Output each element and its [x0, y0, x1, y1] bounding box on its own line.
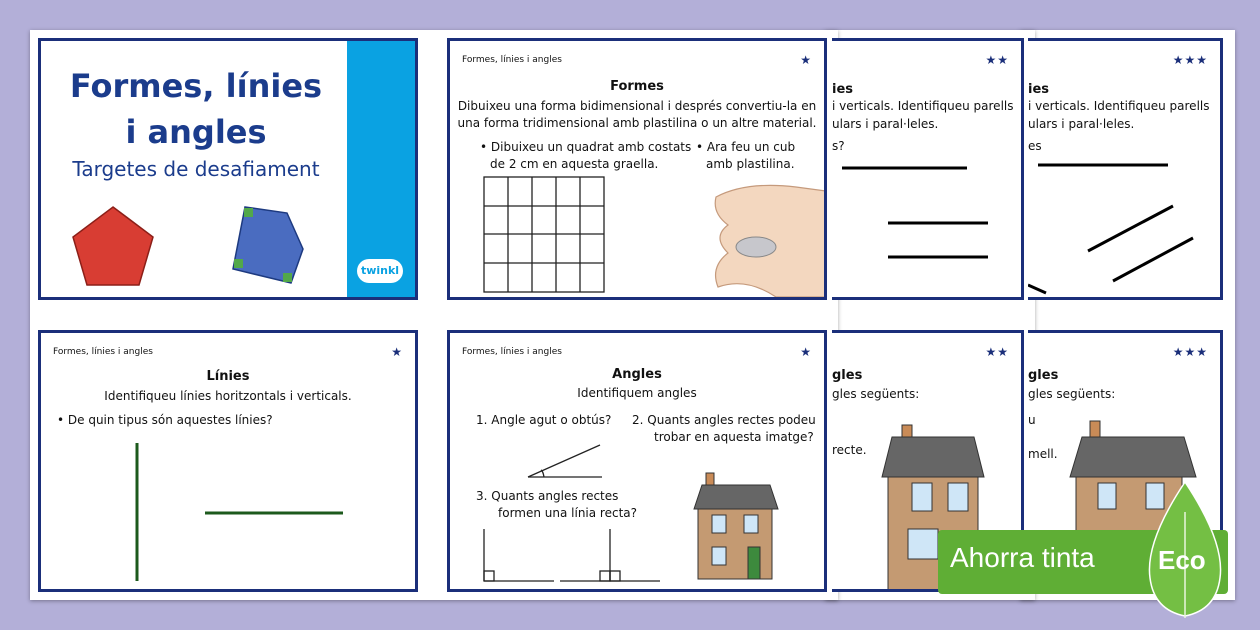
house-illustration	[694, 473, 778, 579]
card-lines-level3	[1028, 38, 1223, 300]
card-lines	[38, 330, 418, 592]
card-text-line: ulars i paral·leles.	[1028, 117, 1135, 131]
brand-logo: twinkl	[357, 259, 403, 283]
eco-badge-text: Eco	[1158, 545, 1206, 575]
cover-card	[38, 38, 418, 300]
pentagon-shape	[73, 207, 153, 285]
card-title-fragment: ies	[832, 82, 854, 97]
difficulty-stars: ★	[391, 345, 403, 359]
difficulty-stars: ★★	[985, 345, 1009, 359]
difficulty-stars: ★★	[985, 53, 1009, 67]
brand-strip	[347, 41, 415, 297]
card-text-line: i verticals. Identifiqueu parells	[832, 99, 1014, 113]
question-3-line: formen una línia recta?	[498, 506, 638, 520]
hands-plasticine-illustration	[706, 177, 826, 297]
square-grid	[484, 177, 624, 297]
card-text-line: recte.	[832, 443, 867, 457]
card-text-line: gles següents:	[1028, 387, 1116, 401]
card-title: Línies	[206, 369, 250, 384]
shapes-illustration	[41, 41, 351, 300]
card-text-line: i verticals. Identifiqueu parells	[1028, 99, 1210, 113]
card-intro-line: Dibuixeu una forma bidimensional i després convertiu-la en	[457, 99, 817, 113]
bullet-line: • Ara feu un cub	[696, 140, 796, 154]
card-header: Formes, línies i angles	[462, 347, 562, 357]
card-text-line: u	[1028, 413, 1036, 427]
bullet-line: • De quin tipus són aquestes línies?	[57, 413, 273, 427]
difficulty-stars: ★	[800, 53, 812, 67]
cover-title-line: i angles	[125, 113, 267, 151]
card-title: Formes	[610, 79, 664, 94]
card-text-line: gles següents:	[832, 387, 920, 401]
card-text-line: mell.	[1028, 447, 1058, 461]
quadrilateral-shape	[233, 207, 303, 283]
bullet-line: de 2 cm en aquesta graella.	[490, 157, 659, 171]
card-header: Formes, línies i angles	[53, 347, 153, 357]
card-lines-level2	[832, 38, 1024, 300]
cover-title-line: Formes, línies	[69, 67, 323, 105]
lines-diagram	[41, 333, 418, 592]
question-1: 1. Angle agut o obtús?	[476, 413, 612, 427]
angles-diagrams	[450, 333, 827, 592]
card-text-line: es	[1028, 139, 1042, 153]
difficulty-stars: ★★★	[1172, 53, 1208, 67]
eco-label: Ahorra tinta	[950, 542, 1095, 573]
card-title-fragment: gles	[832, 368, 863, 383]
card-header: Formes, línies i angles	[462, 55, 562, 65]
card-text-line: s?	[832, 139, 845, 153]
card-intro-line: una forma tridimensional amb plastilina o un altre material.	[457, 116, 817, 130]
question-3-line: 3. Quants angles rectes	[476, 489, 619, 503]
card-title-fragment: gles	[1028, 368, 1059, 383]
card-subtitle: Identifiquem angles	[577, 386, 697, 400]
card-subtitle: Identifiqueu línies horitzontals i verticals.	[104, 389, 352, 403]
card-angles	[447, 330, 827, 592]
question-2-line: 2. Quants angles rectes podeu	[632, 413, 816, 427]
lines-diagram	[1028, 41, 1218, 300]
bullet-line: • Dibuixeu un quadrat amb costats	[480, 140, 692, 154]
card-shapes	[447, 38, 827, 300]
question-2-line: trobar en aquesta imatge?	[654, 430, 814, 444]
card-title-fragment: ies	[1028, 82, 1050, 97]
difficulty-stars: ★★★	[1172, 345, 1208, 359]
cover-subtitle: Targetes de desafiament	[72, 157, 320, 181]
card-text-line: ulars i paral·leles.	[832, 117, 939, 131]
card-title: Angles	[612, 367, 662, 382]
difficulty-stars: ★	[800, 345, 812, 359]
bullet-line: amb plastilina.	[706, 157, 795, 171]
lines-diagram	[832, 41, 1022, 300]
